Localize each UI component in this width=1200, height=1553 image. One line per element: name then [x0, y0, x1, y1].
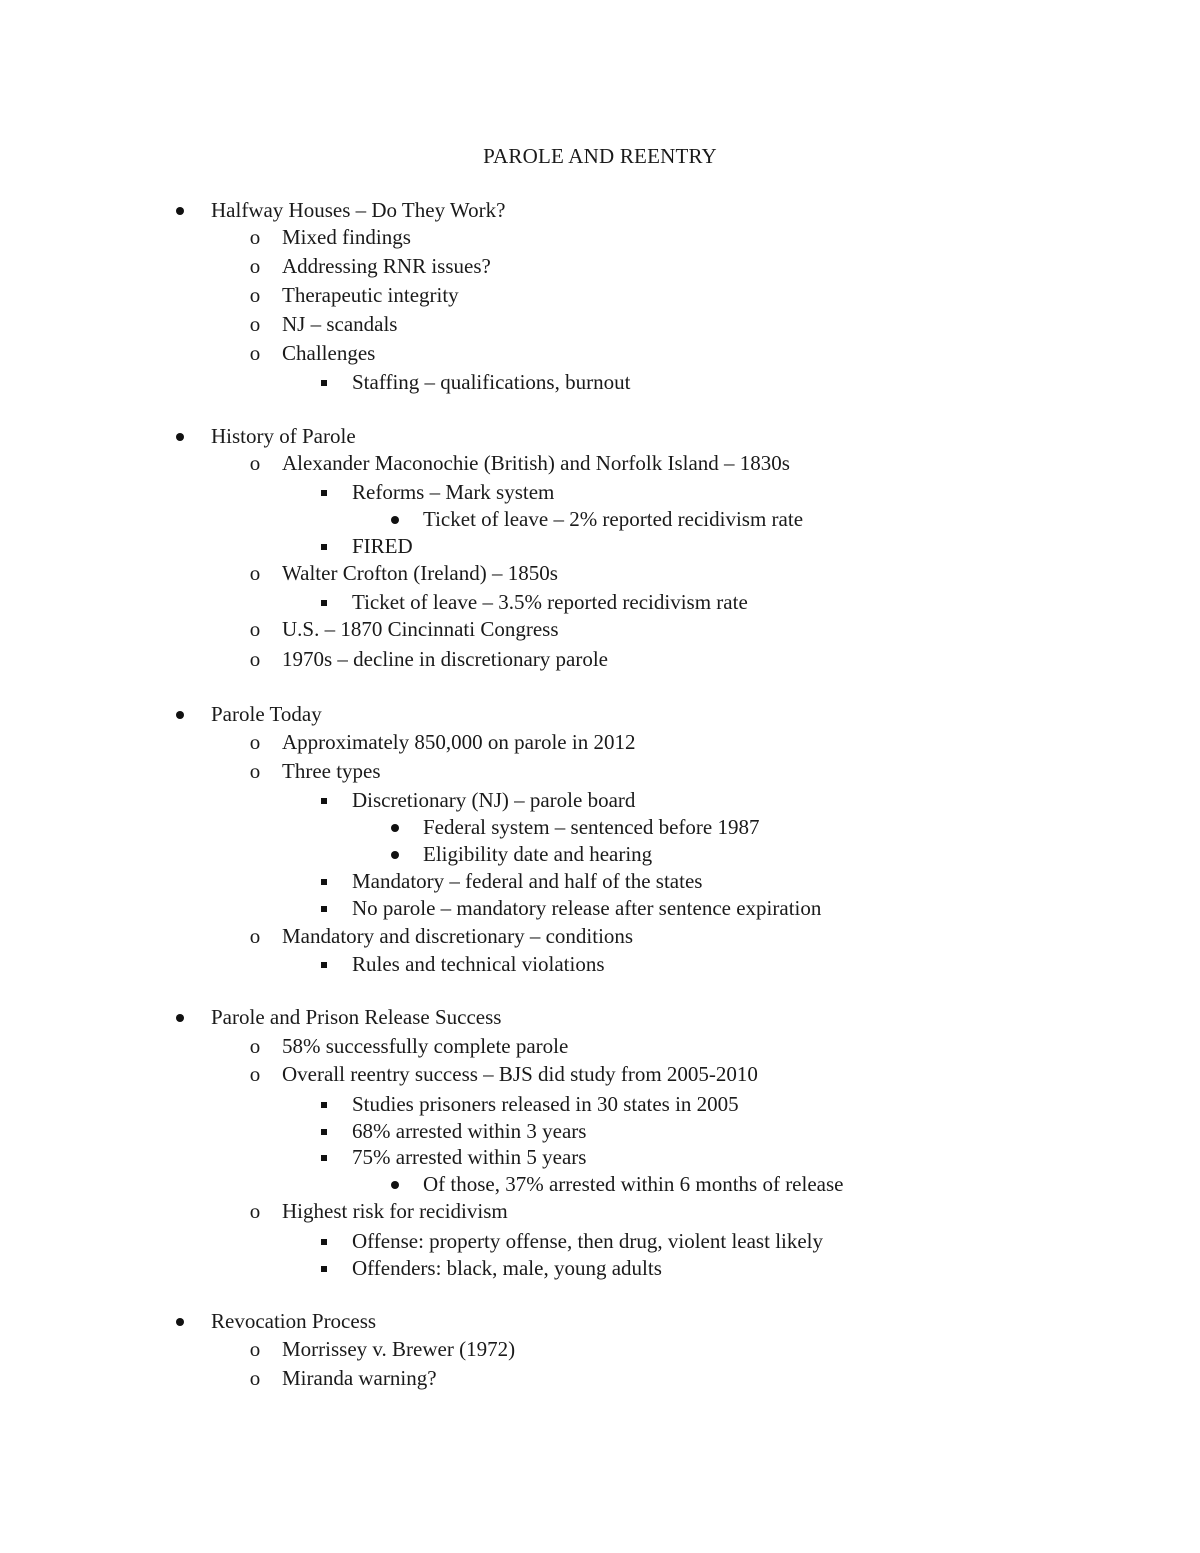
outline-item-text: Parole and Prison Release Success — [211, 1005, 502, 1029]
bullet-dot-icon — [383, 840, 407, 868]
bullet-square-icon — [312, 1117, 336, 1145]
bullet-square-icon — [312, 588, 336, 616]
outline-item-text: Approximately 850,000 on parole in 2012 — [282, 730, 636, 754]
outline-item-text: Mixed findings — [282, 225, 411, 249]
bullet-dot-icon — [168, 196, 192, 224]
outline-item-text: Revocation Process — [211, 1309, 377, 1333]
bullet-circle-icon: o — [249, 1034, 261, 1058]
outline-item-text: Eligibility date and hearing — [423, 842, 653, 866]
bullet-circle-icon: o — [249, 1062, 261, 1086]
outline-item-text: Halfway Houses – Do They Work? — [211, 198, 506, 222]
bullet-square-icon — [312, 532, 336, 560]
bullet-square-icon — [312, 1254, 336, 1282]
outline-item-text: Mandatory – federal and half of the states — [352, 869, 703, 893]
bullet-dot-icon — [383, 1170, 407, 1198]
bullet-dot-icon — [168, 422, 192, 450]
bullet-square-icon — [312, 1090, 336, 1118]
bullet-circle-icon: o — [249, 1337, 261, 1361]
bullet-dot-icon — [383, 505, 407, 533]
outline-item-text: No parole – mandatory release after sentence expiration — [352, 896, 822, 920]
outline-item-text: Miranda warning? — [282, 1366, 437, 1390]
outline-item-text: Discretionary (NJ) – parole board — [352, 788, 636, 812]
outline-item-text: FIRED — [352, 534, 413, 558]
bullet-dot-icon — [168, 700, 192, 728]
outline-item-text: Morrissey v. Brewer (1972) — [282, 1337, 516, 1361]
page-title: PAROLE AND REENTRY — [483, 144, 717, 168]
outline-item-text: NJ – scandals — [282, 312, 398, 336]
outline-item-text: Therapeutic integrity — [282, 283, 459, 307]
bullet-dot-icon — [383, 813, 407, 841]
outline-item-text: Staffing – qualifications, burnout — [352, 370, 631, 394]
bullet-square-icon — [312, 867, 336, 895]
bullet-square-icon — [312, 368, 336, 396]
outline-item-text: Studies prisoners released in 30 states in 2005 — [352, 1092, 739, 1116]
outline-item-text: Mandatory and discretionary – conditions — [282, 924, 634, 948]
bullet-square-icon — [312, 786, 336, 814]
bullet-circle-icon: o — [249, 225, 261, 249]
bullet-circle-icon: o — [249, 451, 261, 475]
outline-item-text: U.S. – 1870 Cincinnati Congress — [282, 617, 559, 641]
outline-item-text: Challenges — [282, 341, 376, 365]
bullet-circle-icon: o — [249, 341, 261, 365]
bullet-square-icon — [312, 478, 336, 506]
outline-item-text: Parole Today — [211, 702, 322, 726]
outline-item-text: Ticket of leave – 2% reported recidivism rate — [423, 507, 804, 531]
bullet-dot-icon — [168, 1003, 192, 1031]
outline-item-text: Offense: property offense, then drug, violent least likely — [352, 1229, 824, 1253]
bullet-square-icon — [312, 950, 336, 978]
outline-item-text: 68% arrested within 3 years — [352, 1119, 587, 1143]
outline-item-text: Highest risk for recidivism — [282, 1199, 508, 1223]
bullet-square-icon — [312, 1227, 336, 1255]
bullet-square-icon — [312, 894, 336, 922]
bullet-circle-icon: o — [249, 1366, 261, 1390]
outline-item-text: Overall reentry success – BJS did study from 2005-2010 — [282, 1062, 758, 1086]
bullet-circle-icon: o — [249, 647, 261, 671]
outline-item-text: Of those, 37% arrested within 6 months of release — [423, 1172, 844, 1196]
outline-item-text: Walter Crofton (Ireland) – 1850s — [282, 561, 558, 585]
outline-item-text: 75% arrested within 5 years — [352, 1145, 587, 1169]
bullet-circle-icon: o — [249, 617, 261, 641]
bullet-circle-icon: o — [249, 312, 261, 336]
outline-item-text: Ticket of leave – 3.5% reported recidivism rate — [352, 590, 748, 614]
bullet-circle-icon: o — [249, 924, 261, 948]
bullet-square-icon — [312, 1143, 336, 1171]
outline-item-text: Three types — [282, 759, 381, 783]
bullet-circle-icon: o — [249, 254, 261, 278]
bullet-circle-icon: o — [249, 1199, 261, 1223]
outline-item-text: 58% successfully complete parole — [282, 1034, 569, 1058]
bullet-circle-icon: o — [249, 730, 261, 754]
outline-item-text: Reforms – Mark system — [352, 480, 555, 504]
bullet-dot-icon — [168, 1307, 192, 1335]
outline-item-text: Addressing RNR issues? — [282, 254, 491, 278]
bullet-circle-icon: o — [249, 561, 261, 585]
bullet-circle-icon: o — [249, 759, 261, 783]
outline-item-text: Federal system – sentenced before 1987 — [423, 815, 760, 839]
outline-item-text: 1970s – decline in discretionary parole — [282, 647, 608, 671]
outline-item-text: Rules and technical violations — [352, 952, 605, 976]
outline-item-text: Alexander Maconochie (British) and Norfolk Island – 1830s — [282, 451, 790, 475]
bullet-circle-icon: o — [249, 283, 261, 307]
outline-item-text: Offenders: black, male, young adults — [352, 1256, 662, 1280]
outline-item-text: History of Parole — [211, 424, 356, 448]
